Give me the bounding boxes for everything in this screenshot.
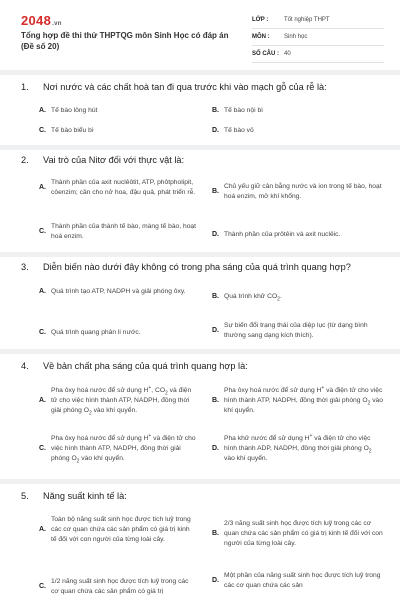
section-divider — [0, 145, 400, 150]
option-text: Tế bào nội bì — [224, 107, 264, 114]
option-text-tail: . — [279, 293, 282, 300]
question-number: 2. — [21, 155, 29, 165]
q5-option-b[interactable] — [212, 519, 384, 549]
option-label: B. — [212, 397, 219, 404]
option-label: D. — [212, 327, 219, 334]
question-stem: Diễn biến nào dưới đây không có trong pha sáng của quá trình quang hợp? — [43, 262, 351, 272]
option-text-part: Pha ôxy hoá nước để sử dụng H — [51, 435, 149, 442]
q2-option-b[interactable] — [212, 182, 384, 202]
option-text-part: và điện tử cho việc hình thành ATP, NADPH, đồng thời giải phóng O — [51, 387, 192, 414]
option-label: D. — [212, 445, 219, 452]
option-text: Chủ yếu giữ cân bằng nước và ion trong tế bào, hoạt hoá enzim, mở khí khổng. — [224, 183, 382, 200]
site-logo[interactable] — [21, 13, 62, 28]
section-divider — [0, 252, 400, 257]
option-label: D. — [212, 577, 219, 584]
q1-option-d[interactable] — [212, 126, 384, 136]
question-4-text — [21, 361, 248, 371]
option-text: Tế bào lông hút — [51, 107, 98, 114]
meta-row-class — [252, 12, 384, 29]
q5-option-c[interactable] — [39, 577, 197, 597]
q1-option-a[interactable] — [39, 106, 197, 116]
q1-option-b[interactable] — [212, 106, 384, 116]
option-label: D. — [212, 127, 219, 134]
q5-option-a[interactable] — [39, 515, 197, 545]
meta-row-subject — [252, 29, 384, 46]
question-stem: Nơi nước và các chất hoà tan đi qua trước khi vào mạch gỗ của rễ là: — [43, 82, 327, 92]
option-label: C. — [39, 228, 46, 235]
q2-option-a[interactable] — [39, 178, 197, 198]
question-number: 1. — [21, 82, 29, 92]
option-text-part: Pha ôxy hoá nước để sử dụng H — [224, 387, 322, 394]
q4-option-d[interactable] — [212, 434, 384, 464]
option-label: A. — [39, 184, 46, 191]
option-label: B. — [212, 107, 219, 114]
q3-option-d[interactable] — [212, 321, 384, 341]
option-label: A. — [39, 107, 46, 114]
option-text-part: Pha khử nước để sử dụng H — [224, 435, 310, 442]
option-text: Tế bào biểu bì — [51, 127, 94, 134]
option-subscript: 2 — [165, 390, 168, 397]
option-text — [51, 434, 197, 464]
option-superscript: + — [309, 432, 313, 439]
q2-option-d[interactable] — [212, 230, 384, 240]
option-text: Một phần của năng suất sinh học được tích luỹ trong các cơ quan chứa các sản — [224, 572, 381, 589]
meta-row-count — [252, 46, 384, 63]
meta-key: SỐ CÂU : — [252, 51, 279, 57]
option-label: B. — [212, 530, 219, 537]
logo-text: 2048 — [21, 13, 52, 28]
option-subscript: 2 — [76, 458, 80, 465]
option-text: Quá trình tạo ATP, NADPH và giải phóng ôxy. — [51, 288, 186, 295]
option-superscript: + — [148, 384, 152, 391]
question-stem: Vai trò của Nitơ đối với thực vật là: — [43, 155, 185, 165]
q4-option-b[interactable] — [212, 386, 384, 416]
question-stem: Năng suất kinh tế là: — [43, 491, 127, 501]
option-text-part: vào khí quyển. — [224, 397, 383, 414]
question-5-text — [21, 491, 127, 501]
page-header — [0, 0, 400, 62]
option-text — [224, 434, 384, 464]
option-text-part: và điện tử cho việc hình thành ADP, NADPH, đồng thời giải phóng O — [224, 435, 371, 452]
option-text-main: Quá trình khử CO — [224, 293, 278, 300]
option-text-part: Pha ôxy hoá nước để sử dụng H — [51, 387, 149, 394]
option-text-part: vào khí quyển. — [224, 455, 268, 462]
option-label: D. — [212, 231, 219, 238]
section-divider — [0, 70, 400, 75]
q2-option-c[interactable] — [39, 222, 197, 242]
meta-key: LỚP : — [252, 17, 269, 23]
option-text-part: và điện tử cho việc hình thành ATP, NADPH, đồng thời giải phóng O — [224, 387, 383, 404]
meta-value: 40 — [284, 51, 291, 57]
section-divider — [0, 349, 400, 354]
q3-option-c[interactable] — [39, 328, 197, 338]
q3-option-a[interactable] — [39, 287, 197, 297]
option-subscript: 2 — [368, 448, 372, 455]
option-text — [224, 292, 282, 302]
meta-value: Sinh học — [284, 34, 308, 40]
q1-option-c[interactable] — [39, 126, 197, 136]
option-text: Thành phần của prôtêin và axit nuclêic. — [224, 231, 341, 238]
option-text — [224, 386, 384, 416]
question-1-text — [21, 82, 327, 92]
option-label: C. — [39, 127, 46, 134]
option-label: A. — [39, 288, 46, 295]
exam-title: Tổng hợp đề thi thử THPTQG môn Sinh Học có đáp án (Đề số 20) — [21, 31, 229, 51]
option-label: A. — [39, 397, 46, 404]
option-text: Thành phần của thành tế bào, màng tế bào, hoạt hoá enzim. — [51, 223, 197, 240]
section-divider — [0, 479, 400, 484]
option-label: A. — [39, 526, 46, 533]
meta-value: Tốt nghiệp THPT — [284, 17, 330, 23]
question-number: 5. — [21, 491, 29, 501]
meta-key: MÔN : — [252, 34, 270, 40]
option-subscript: 2 — [367, 400, 371, 407]
question-2-text — [21, 155, 184, 165]
q4-option-a[interactable] — [39, 386, 197, 416]
option-label: B. — [212, 188, 219, 195]
option-text: 2/3 năng suất sinh học được tích luỹ trong các cơ quan chứa các sản phẩm có giá trị kinh tế đối với con người của từng loài cây. — [224, 520, 383, 547]
option-text-part: và điện tử cho việc hình thành ATP, NADPH, đồng thời giải phóng O — [51, 435, 196, 462]
question-number: 4. — [21, 361, 29, 371]
q4-option-c[interactable] — [39, 434, 197, 464]
option-text: Toàn bộ năng suất sinh học được tích luỹ trong các cơ quan chứa các sản phẩm có giá trị kinh tế đối với con người của từng loài cây. — [51, 516, 191, 543]
option-superscript: + — [321, 384, 325, 391]
option-subscript: 2 — [88, 410, 92, 417]
option-text — [51, 386, 197, 416]
option-label: C. — [39, 445, 46, 452]
option-text: Sự biến đổi trạng thái của diệp lục (từ dạng bình thường sang dạng kích thích). — [224, 322, 368, 339]
question-stem: Về bản chất pha sáng của quá trình quang hợp là: — [43, 361, 248, 371]
option-text-part: vào khí quyển. — [91, 407, 138, 414]
question-3-text — [21, 262, 351, 272]
option-label: B. — [212, 293, 219, 300]
q3-option-b[interactable] — [212, 292, 384, 302]
option-text: 1/2 năng suất sinh học được tích luỹ trong các cơ quan chứa các sản phẩm có giá trị — [51, 578, 189, 595]
option-text-part: , CO — [151, 387, 166, 394]
exam-meta — [252, 12, 384, 63]
question-number: 3. — [21, 262, 29, 272]
option-text: Thành phần của axit nuclêôtit, ATP, phôtpholipit, côenzim; cần cho nở hoa, đậu quả, phát triển rễ. — [51, 179, 196, 196]
option-subscript: 2 — [277, 296, 280, 303]
option-text: Tế bào vỏ — [224, 127, 254, 134]
q5-option-d[interactable] — [212, 571, 384, 591]
logo-suffix: .vn — [52, 21, 62, 27]
option-superscript: + — [148, 432, 152, 439]
option-label: C. — [39, 329, 46, 336]
option-text: Quá trình quang phân li nước. — [51, 329, 141, 336]
option-label: C. — [39, 583, 46, 590]
option-text-part: vào khí quyển. — [79, 455, 125, 462]
